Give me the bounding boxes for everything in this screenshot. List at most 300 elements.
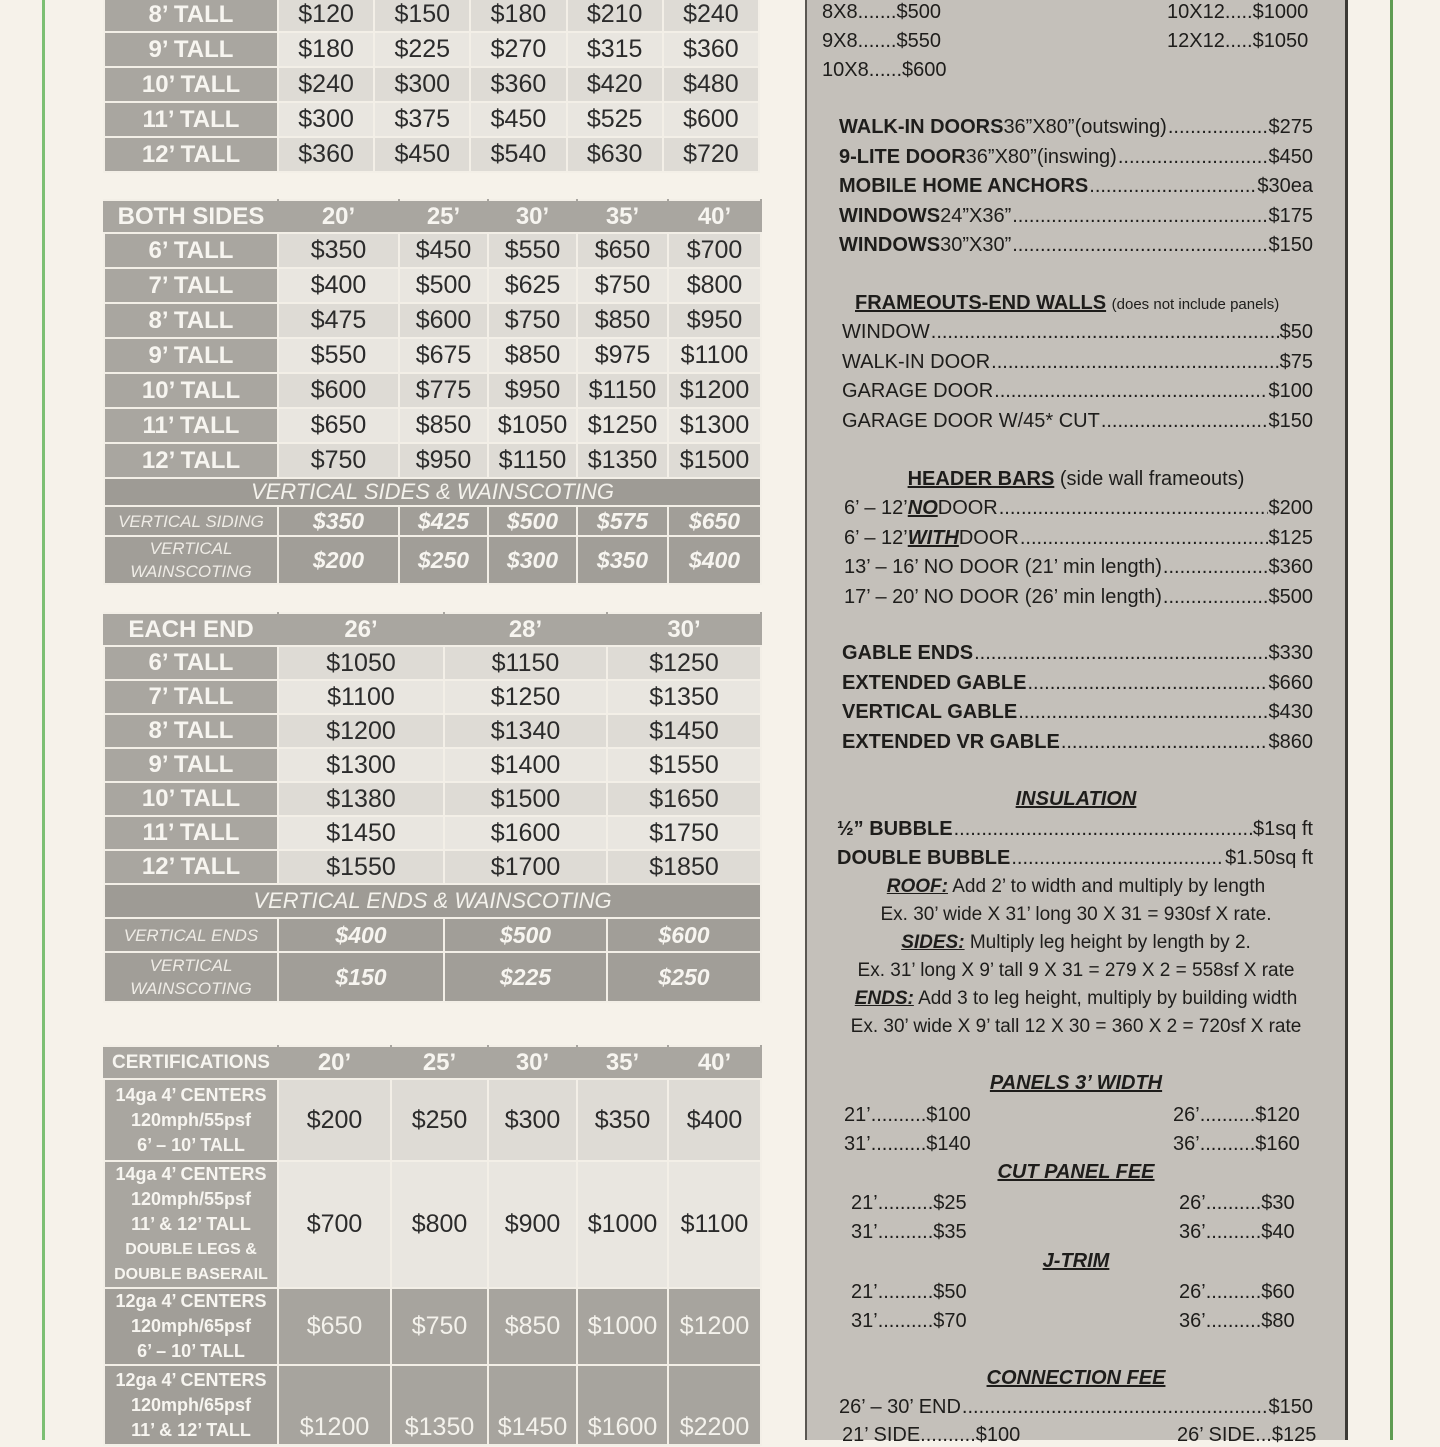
price-cell: $1250 [444, 680, 607, 714]
price-list-row [844, 556, 1313, 579]
price-cell: $250 [391, 1079, 488, 1161]
extra-price: $225 [444, 952, 607, 1002]
leader-dots [1089, 175, 1256, 198]
certification-label-line: DOUBLE BASERAIL [114, 1266, 268, 1283]
item-name: WALK-IN DOORS [839, 116, 1004, 138]
item-price: $360 [1268, 556, 1313, 578]
price-cell: $500 [399, 268, 488, 303]
price-list-row [839, 116, 1313, 139]
header-row [104, 1046, 761, 1079]
row-label: 8’ TALL [104, 0, 278, 32]
price-cell: $1600 [577, 1365, 668, 1445]
item-price: $860 [1268, 730, 1313, 753]
price-cell: $750 [391, 1288, 488, 1365]
price-cell: $1450 [607, 714, 761, 748]
price-list-row [844, 586, 1313, 609]
price-list-row [842, 672, 1313, 695]
price-cell: $1150 [577, 373, 668, 408]
row-label: 8’ TALL [104, 303, 278, 338]
price-cell: $1000 [577, 1288, 668, 1365]
certification-label [104, 1365, 278, 1445]
column-header: 28’ [444, 613, 607, 646]
header-bars-title: HEADER BARS [907, 468, 1055, 490]
extra-price: $600 [607, 918, 761, 952]
row-label: 11’ TALL [104, 408, 278, 443]
price-cell: $150 [374, 0, 470, 32]
price-row [104, 408, 761, 443]
column-header: 30’ [488, 1046, 577, 1079]
price-cell: $650 [577, 233, 668, 268]
price-list-row [839, 205, 1313, 228]
price-cell: $1100 [278, 680, 444, 714]
column-header: 35’ [577, 200, 668, 233]
certification-row [104, 1365, 761, 1445]
row-label: 9’ TALL [104, 748, 278, 782]
leader-dots [1118, 146, 1268, 169]
leader-dots [994, 380, 1267, 403]
jtrim-price: 26’..........$60 [1179, 1281, 1295, 1303]
price-cell: $240 [278, 67, 374, 102]
extra-row [104, 952, 761, 1002]
price-row [104, 782, 761, 816]
price-cell: $375 [374, 102, 470, 137]
frameouts-note: (does not include panels) [1111, 296, 1280, 313]
column-header: 26’ [278, 613, 444, 646]
insulation-note [807, 960, 1345, 982]
cut-panel-price: 21’..........$25 [851, 1192, 967, 1214]
extra-price: $500 [488, 506, 577, 536]
header-row [104, 613, 761, 646]
price-cell: $600 [399, 303, 488, 338]
cut-panel-right [1179, 1189, 1295, 1247]
price-cell: $475 [278, 303, 399, 338]
price-cell: $315 [567, 32, 663, 67]
door-size-item: 10X8......$600 [822, 59, 947, 81]
price-cell: $950 [668, 303, 761, 338]
note-key: SIDES: [901, 932, 965, 953]
price-cell: $120 [278, 0, 374, 32]
column-header: 40’ [668, 1046, 761, 1079]
item-emphasis: NO [907, 497, 938, 519]
column-header: 30’ [607, 613, 761, 646]
row-label: 10’ TALL [104, 67, 278, 102]
jtrim-price: 31’..........$70 [851, 1310, 967, 1332]
item-emphasis: WITH [907, 526, 959, 549]
price-row [104, 303, 761, 338]
certification-label-line: 6’ – 10’ TALL [137, 1134, 245, 1155]
certification-label [104, 1161, 278, 1288]
item-label: DOUBLE BUBBLE [837, 847, 1011, 869]
item-label: GABLE ENDS [842, 642, 974, 664]
price-cell: $750 [577, 268, 668, 303]
item-price: $660 [1268, 671, 1313, 694]
price-cell: $540 [470, 137, 566, 172]
item-label: VERTICAL GABLE [842, 701, 1018, 723]
price-cell: $750 [488, 303, 577, 338]
item-price: $1.50sq ft [1225, 847, 1313, 869]
price-cell: $350 [278, 233, 399, 268]
row-label: 10’ TALL [104, 782, 278, 816]
price-cell: $360 [278, 137, 374, 172]
extra-price: $650 [668, 506, 761, 536]
price-cell: $300 [374, 67, 470, 102]
door-sizes-left [822, 0, 947, 85]
extra-price: $500 [444, 918, 607, 952]
price-row [104, 102, 759, 137]
item-price: $75 [1279, 350, 1313, 373]
item-price: $200 [1268, 497, 1313, 519]
jtrim-title: J-TRIM [1042, 1250, 1110, 1272]
price-cell: $1100 [668, 338, 761, 373]
panel-price: 36’..........$160 [1173, 1133, 1300, 1155]
column-header: 30’ [488, 200, 577, 233]
insulation-note [807, 932, 1345, 954]
price-cell: $550 [488, 233, 577, 268]
item-label: 17’ – 20’ NO DOOR (26’ min length) [844, 585, 1162, 608]
insulation-title: INSULATION [1015, 788, 1137, 810]
header-bars-heading [807, 468, 1345, 491]
item-label: WALK-IN DOOR [842, 350, 991, 373]
price-cell: $775 [399, 373, 488, 408]
extra-label: VERTICAL WAINSCOTING [104, 536, 278, 584]
leader-dots [931, 321, 1279, 344]
row-label: 12’ TALL [104, 137, 278, 172]
extra-price: $200 [278, 536, 399, 584]
price-cell: $1250 [607, 646, 761, 680]
item-spec: 36”X80”(inswing) [965, 145, 1117, 168]
panel-price: 26’..........$120 [1173, 1104, 1300, 1126]
certification-row [104, 1079, 761, 1161]
column-header: 25’ [391, 1046, 488, 1079]
extra-price: $350 [577, 536, 668, 584]
price-cell: $360 [470, 67, 566, 102]
price-cell: $1750 [607, 816, 761, 850]
item-spec: 30”X30” [940, 234, 1012, 256]
item-label: ½” BUBBLE [837, 818, 953, 840]
item-spec: 24”X36” [940, 204, 1012, 227]
certification-label-line: 11’ & 12’ TALL [131, 1214, 251, 1234]
band-row [104, 884, 761, 918]
price-row [104, 646, 761, 680]
price-cell: $1500 [668, 443, 761, 478]
accessories-panel [805, 0, 1348, 1446]
row-label: 9’ TALL [104, 338, 278, 373]
price-cell: $1200 [668, 1288, 761, 1365]
price-cell: $1250 [577, 408, 668, 443]
column-header: 25’ [399, 200, 488, 233]
leader-dots [991, 351, 1278, 374]
item-price: $150 [1268, 409, 1313, 432]
price-row [104, 816, 761, 850]
price-cell: $1450 [488, 1365, 577, 1445]
price-cell: $600 [663, 102, 759, 137]
price-cell: $300 [488, 1079, 577, 1161]
certifications-table [103, 1045, 762, 1446]
item-label: EXTENDED GABLE [842, 671, 1027, 694]
item-label: GARAGE DOOR W/45* CUT [842, 409, 1100, 432]
door-sizes-right [1167, 0, 1308, 56]
panel-price: 31’..........$140 [844, 1133, 971, 1155]
price-row [104, 680, 761, 714]
row-label: 6’ TALL [104, 233, 278, 268]
extra-price: $425 [399, 506, 488, 536]
leader-dots [1163, 556, 1268, 579]
cut-panel-title: CUT PANEL FEE [997, 1161, 1155, 1183]
price-cell: $850 [577, 303, 668, 338]
jtrim-right [1179, 1278, 1295, 1336]
item-price: $150 [1268, 1396, 1313, 1418]
item-price: $100 [1268, 380, 1313, 402]
price-cell: $1650 [607, 782, 761, 816]
header-row [104, 200, 761, 233]
price-cell: $900 [488, 1161, 577, 1288]
note-key: ROOF: [886, 876, 948, 897]
column-header: 40’ [668, 200, 761, 233]
certification-label-line: DOUBLE LEGS & [125, 1241, 257, 1258]
leader-dots [1020, 527, 1268, 550]
item-name: MOBILE HOME ANCHORS [839, 175, 1089, 197]
item-price: $125 [1268, 526, 1313, 549]
price-cell: $720 [663, 137, 759, 172]
price-cell: $800 [391, 1161, 488, 1288]
note-key: ENDS: [854, 988, 914, 1009]
extra-label: VERTICAL SIDING [104, 506, 278, 536]
price-list-row [842, 642, 1313, 665]
each-end-table [103, 612, 762, 1003]
price-cell: $420 [567, 67, 663, 102]
connection-side-left: 21’ SIDE..........$100 [842, 1424, 1021, 1446]
price-cell: $650 [278, 1288, 391, 1365]
leader-dots [1061, 731, 1268, 754]
panels-right [1173, 1101, 1300, 1159]
band-row [104, 478, 761, 506]
insulation-note [807, 904, 1345, 926]
leader-dots [954, 818, 1252, 841]
door-size-item: 12X12.....$1050 [1167, 30, 1309, 52]
price-row [104, 748, 761, 782]
price-cell: $1350 [577, 443, 668, 478]
table-title: BOTH SIDES [104, 200, 278, 233]
leader-dots [1168, 116, 1268, 139]
certification-label-line: 11’ & 12’ TALL [131, 1419, 251, 1440]
price-cell: $1200 [278, 714, 444, 748]
price-cell: $180 [278, 32, 374, 67]
frameouts-title: FRAMEOUTS-END WALLS [855, 292, 1107, 314]
jtrim-price: 21’..........$50 [851, 1281, 967, 1303]
item-price: $500 [1268, 585, 1313, 608]
row-label: 11’ TALL [104, 816, 278, 850]
price-cell: $1050 [278, 646, 444, 680]
page-border-left [42, 0, 45, 1440]
price-cell: $1200 [278, 1365, 391, 1445]
price-cell: $950 [488, 373, 577, 408]
price-cell: $750 [278, 443, 399, 478]
extra-price: $300 [488, 536, 577, 584]
price-cell: $950 [399, 443, 488, 478]
row-label: 8’ TALL [104, 714, 278, 748]
price-list-row [842, 321, 1313, 344]
price-row [104, 850, 761, 884]
insulation-note [807, 1016, 1345, 1038]
price-list-row [839, 234, 1313, 257]
panels-title: PANELS 3’ WIDTH [989, 1072, 1163, 1094]
leader-dots [1018, 701, 1267, 724]
column-header: 35’ [577, 1046, 668, 1079]
table-title: EACH END [104, 613, 278, 646]
price-cell: $180 [470, 0, 566, 32]
price-cell: $1150 [444, 646, 607, 680]
page-border-right [1390, 0, 1393, 1440]
header-bars-note: (side wall frameouts) [1059, 468, 1245, 490]
extra-price: $575 [577, 506, 668, 536]
price-list-row [842, 410, 1313, 433]
item-label: 6’ – 12’ [844, 526, 908, 549]
price-row [104, 714, 761, 748]
price-cell: $850 [399, 408, 488, 443]
price-cell: $1400 [444, 748, 607, 782]
price-cell: $360 [663, 32, 759, 67]
row-label: 12’ TALL [104, 850, 278, 884]
item-price: $430 [1268, 701, 1313, 723]
price-list-row [842, 731, 1313, 754]
price-cell: $1380 [278, 782, 444, 816]
price-cell: $240 [663, 0, 759, 32]
item-spec: 36”X80”(outswing) [1003, 116, 1167, 138]
leader-dots [962, 1396, 1268, 1419]
band-title: VERTICAL ENDS & WAINSCOTING [104, 884, 761, 918]
item-price: $330 [1268, 642, 1313, 664]
price-cell: $450 [470, 102, 566, 137]
door-size-item: 9X8.......$550 [822, 30, 941, 52]
price-cell: $1550 [607, 748, 761, 782]
frameouts-heading [855, 292, 1279, 315]
item-name: WINDOWS [839, 204, 941, 227]
price-cell: $300 [278, 102, 374, 137]
price-row [104, 67, 759, 102]
price-list-row [839, 175, 1313, 198]
item-label: DOOR [958, 526, 1019, 549]
item-price: $450 [1268, 145, 1313, 168]
price-cell: $400 [278, 268, 399, 303]
item-label: 13’ – 16’ NO DOOR (21’ min length) [844, 556, 1162, 578]
price-list-row [839, 146, 1313, 169]
item-price: $30ea [1257, 175, 1313, 197]
certification-label-line: 14ga 4’ CENTERS [115, 1084, 267, 1105]
certification-label-line: 120mph/55psf [130, 1189, 252, 1209]
price-cell: $1350 [391, 1365, 488, 1445]
price-cell: $800 [668, 268, 761, 303]
connection-side-right: 26’ SIDE...$125 [1177, 1424, 1317, 1446]
price-cell: $600 [278, 373, 399, 408]
price-cell: $200 [278, 1079, 391, 1161]
price-cell: $675 [399, 338, 488, 373]
certification-label-line: 12ga 4’ CENTERS [115, 1291, 267, 1311]
price-cell: $1300 [278, 748, 444, 782]
row-label: 7’ TALL [104, 680, 278, 714]
door-size-item: 10X12.....$1000 [1167, 1, 1309, 23]
certification-label [104, 1288, 278, 1365]
note-text: Ex. 31’ long X 9’ tall 9 X 31 = 279 X 2 = 558sf X rate [857, 960, 1295, 981]
price-cell: $1050 [488, 408, 577, 443]
cut-panel-left [851, 1189, 967, 1247]
certification-row [104, 1288, 761, 1365]
row-label: 7’ TALL [104, 268, 278, 303]
insulation-note [807, 988, 1345, 1010]
extra-label: VERTICAL WAINSCOTING [104, 952, 278, 1002]
note-text: Multiply leg height by length by 2. [964, 932, 1251, 953]
price-cell: $1600 [444, 816, 607, 850]
band-title: VERTICAL SIDES & WAINSCOTING [104, 478, 761, 506]
extra-price: $150 [278, 952, 444, 1002]
price-cell: $350 [577, 1079, 668, 1161]
certification-label-line: 6’ – 10’ TALL [137, 1341, 245, 1361]
price-list-row [842, 701, 1313, 724]
price-row [104, 373, 761, 408]
price-cell: $1200 [668, 373, 761, 408]
certification-label-line: 120mph/65psf [130, 1316, 252, 1336]
price-list-row [837, 847, 1313, 870]
extra-row [104, 918, 761, 952]
price-cell: $2200 [668, 1365, 761, 1445]
price-cell: $525 [567, 102, 663, 137]
leader-dots [1012, 205, 1267, 228]
extra-row [104, 506, 761, 536]
item-label: WINDOW [842, 321, 930, 343]
certification-label-line: 12ga 4’ CENTERS [115, 1369, 267, 1390]
price-list-row [842, 380, 1313, 403]
cut-panel-price: 26’..........$30 [1179, 1192, 1295, 1214]
sides-price-table [103, 0, 760, 173]
price-cell: $850 [488, 338, 577, 373]
connection-fee-title: CONNECTION FEE [986, 1367, 1166, 1389]
price-list-row [837, 818, 1313, 841]
item-label: 6’ – 12’ [844, 497, 908, 519]
price-cell: $1850 [607, 850, 761, 884]
row-label: 6’ TALL [104, 646, 278, 680]
extra-label: VERTICAL ENDS [104, 918, 278, 952]
price-cell: $630 [567, 137, 663, 172]
item-price: $50 [1279, 321, 1313, 343]
price-cell: $975 [577, 338, 668, 373]
panels-left [844, 1101, 971, 1159]
leader-dots [1163, 586, 1268, 609]
price-cell: $550 [278, 338, 399, 373]
price-row [104, 338, 761, 373]
extra-row [104, 536, 761, 584]
price-list-row [844, 497, 1313, 520]
price-cell: $700 [278, 1161, 391, 1288]
price-cell: $1450 [278, 816, 444, 850]
price-cell: $700 [668, 233, 761, 268]
certification-label-line: 120mph/65psf [130, 1394, 252, 1415]
extra-price: $250 [607, 952, 761, 1002]
extra-price: $400 [278, 918, 444, 952]
both-sides-table [103, 199, 762, 585]
price-cell: $225 [374, 32, 470, 67]
column-header: 20’ [278, 1046, 391, 1079]
price-cell: $480 [663, 67, 759, 102]
price-list-row [842, 351, 1313, 374]
insulation-note [807, 876, 1345, 898]
price-list-row [844, 527, 1313, 550]
item-label: DOOR [937, 497, 998, 519]
extra-price: $250 [399, 536, 488, 584]
price-cell: $1150 [488, 443, 577, 478]
price-cell: $270 [470, 32, 566, 67]
note-text: Ex. 30’ wide X 31’ long 30 X 31 = 930sf X rate. [880, 904, 1272, 925]
price-cell: $1500 [444, 782, 607, 816]
price-cell: $1000 [577, 1161, 668, 1288]
